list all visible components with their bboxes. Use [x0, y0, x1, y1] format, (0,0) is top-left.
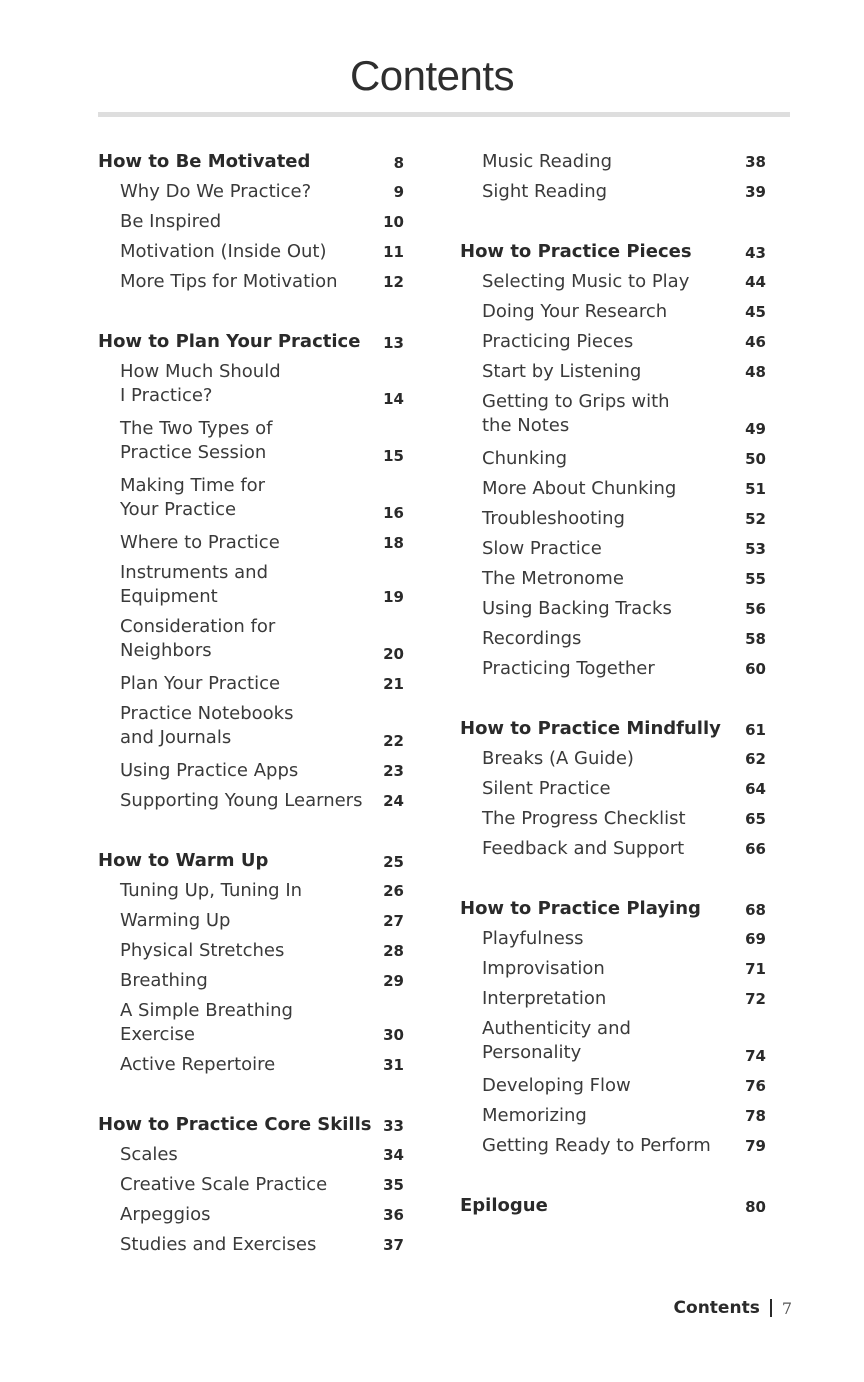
- toc-section-heading[interactable]: [460, 1191, 766, 1221]
- toc-page-number: 18: [383, 534, 404, 552]
- toc-entry-title: Practicing Pieces: [482, 331, 634, 352]
- toc-page-number: 78: [745, 1107, 766, 1125]
- toc-entry-title: Authenticity and Personality: [482, 1018, 631, 1063]
- toc-entry[interactable]: [98, 1200, 404, 1230]
- toc-section: [460, 147, 766, 207]
- toc-entry[interactable]: [460, 1071, 766, 1101]
- toc-entry-title: Creative Scale Practice: [120, 1174, 328, 1195]
- toc-page-number: 14: [383, 390, 404, 408]
- toc-entry[interactable]: [98, 699, 404, 756]
- toc-section-heading[interactable]: [460, 894, 766, 924]
- toc-page-number: 10: [383, 213, 404, 231]
- toc-page-number: 22: [383, 732, 404, 750]
- toc-page-number: 37: [383, 1236, 404, 1254]
- toc-entry-title: Chunking: [482, 448, 568, 469]
- toc-left-column: [98, 147, 404, 1260]
- toc-section-title: How to Practice Core Skills: [98, 1114, 372, 1135]
- toc-page-number: 45: [745, 303, 766, 321]
- toc-page-number: 39: [745, 183, 766, 201]
- toc-entry[interactable]: [460, 1101, 766, 1131]
- toc-page-number: 28: [383, 942, 404, 960]
- footer-divider: [770, 1299, 772, 1317]
- toc-entry-title: Where to Practice: [120, 532, 280, 553]
- toc-entry[interactable]: [98, 906, 404, 936]
- toc-entry[interactable]: [98, 786, 404, 816]
- toc-page-number: 23: [383, 762, 404, 780]
- toc-entry-title: Playfulness: [482, 928, 584, 949]
- toc-page-number: 64: [745, 780, 766, 798]
- toc-entry[interactable]: [98, 357, 404, 414]
- toc-entry-title: More About Chunking: [482, 478, 677, 499]
- toc-entry-title: Physical Stretches: [120, 940, 285, 961]
- toc-entry[interactable]: [460, 924, 766, 954]
- toc-page-number: 30: [383, 1026, 404, 1044]
- toc-section-heading[interactable]: [460, 714, 766, 744]
- toc-page-number: 25: [383, 853, 404, 871]
- toc-entry[interactable]: [460, 564, 766, 594]
- toc-page-number: 34: [383, 1146, 404, 1164]
- toc-section-title: How to Be Motivated: [98, 151, 311, 172]
- toc-page-number: 74: [745, 1047, 766, 1065]
- toc-entry-title: Getting Ready to Perform: [482, 1135, 711, 1156]
- toc-page-number: 52: [745, 510, 766, 528]
- toc-entry-title: Consideration for Neighbors: [120, 616, 276, 661]
- toc-section-title: How to Practice Playing: [460, 898, 701, 919]
- footer-label: Contents: [673, 1298, 760, 1318]
- toc-entry[interactable]: [98, 612, 404, 669]
- toc-section-title: How to Practice Pieces: [460, 241, 692, 262]
- toc-entry-title: Slow Practice: [482, 538, 602, 559]
- toc-entry-title: Practicing Together: [482, 658, 655, 679]
- toc-page-number: 11: [383, 243, 404, 261]
- toc-entry-title: Active Repertoire: [120, 1054, 276, 1075]
- toc-section: [98, 846, 404, 1080]
- toc-entry-title: Start by Listening: [482, 361, 642, 382]
- toc-entry-title: Sight Reading: [482, 181, 608, 202]
- toc-entry-title: How Much Should I Practice?: [120, 361, 281, 406]
- toc-entry-title: Silent Practice: [482, 778, 611, 799]
- toc-section: [98, 147, 404, 297]
- toc-entry-title: Instruments and Equipment: [120, 562, 268, 607]
- toc-entry-title: Breaks (A Guide): [482, 748, 634, 769]
- toc-entry[interactable]: [98, 1230, 404, 1260]
- toc-entry-title: Getting to Grips with the Notes: [482, 391, 670, 436]
- toc-entry[interactable]: [98, 966, 404, 996]
- toc-entry[interactable]: [460, 774, 766, 804]
- toc-entry-title: More Tips for Motivation: [120, 271, 338, 292]
- toc-entry[interactable]: [460, 297, 766, 327]
- toc-page-number: 33: [383, 1117, 404, 1135]
- toc-section: [460, 714, 766, 864]
- toc-entry[interactable]: [460, 654, 766, 684]
- toc-page-number: 9: [393, 183, 404, 201]
- toc-page-number: 79: [745, 1137, 766, 1155]
- toc-entry-title: Developing Flow: [482, 1075, 631, 1096]
- toc-entry-title: Interpretation: [482, 988, 607, 1009]
- toc-page-number: 50: [745, 450, 766, 468]
- toc-page-number: 56: [745, 600, 766, 618]
- toc-entry[interactable]: [98, 207, 404, 237]
- toc-entry[interactable]: [460, 594, 766, 624]
- toc-page-number: 80: [745, 1198, 766, 1216]
- toc-entry[interactable]: [460, 1131, 766, 1161]
- toc-entry-title: Memorizing: [482, 1105, 587, 1126]
- toc-page-number: 20: [383, 645, 404, 663]
- toc-entry[interactable]: [460, 267, 766, 297]
- toc-entry[interactable]: [460, 624, 766, 654]
- toc-section-title: How to Warm Up: [98, 850, 269, 871]
- toc-entry[interactable]: [460, 444, 766, 474]
- toc-entry-title: Using Practice Apps: [120, 760, 299, 781]
- toc-entry[interactable]: [460, 327, 766, 357]
- toc-entry-title: Practice Notebooks and Journals: [120, 703, 294, 748]
- toc-page-number: 24: [383, 792, 404, 810]
- toc-page-number: 69: [745, 930, 766, 948]
- footer-page-number: 7: [781, 1298, 792, 1318]
- toc-entry[interactable]: [98, 414, 404, 471]
- toc-section-title: How to Practice Mindfully: [460, 718, 721, 739]
- toc-page-number: 38: [745, 153, 766, 171]
- toc-page-number: 53: [745, 540, 766, 558]
- toc-page-number: 48: [745, 363, 766, 381]
- toc-page-number: 61: [745, 721, 766, 739]
- toc-page-number: 43: [745, 244, 766, 262]
- toc-page-number: 72: [745, 990, 766, 1008]
- toc-entry[interactable]: [460, 744, 766, 774]
- toc-page-number: 29: [383, 972, 404, 990]
- toc-entry[interactable]: [460, 534, 766, 564]
- toc-entry-title: A Simple Breathing Exercise: [120, 1000, 293, 1045]
- toc-entry[interactable]: [460, 954, 766, 984]
- toc-page-number: 66: [745, 840, 766, 858]
- toc-section: [460, 894, 766, 1161]
- toc-section: [98, 327, 404, 816]
- toc-page-number: 65: [745, 810, 766, 828]
- page-title: Contents: [349, 52, 515, 99]
- toc-page-number: 31: [383, 1056, 404, 1074]
- toc-entry-title: Troubleshooting: [482, 508, 625, 529]
- toc-section: [460, 1191, 766, 1221]
- toc-page-number: 51: [745, 480, 766, 498]
- toc-entry[interactable]: [98, 267, 404, 297]
- toc-page-number: 68: [745, 901, 766, 919]
- toc-page-number: 71: [745, 960, 766, 978]
- toc-entry-title: Selecting Music to Play: [482, 271, 690, 292]
- toc-entry-title: Plan Your Practice: [120, 673, 281, 694]
- toc-entry-title: Supporting Young Learners: [120, 790, 363, 811]
- toc-page-number: 55: [745, 570, 766, 588]
- toc-entry[interactable]: [460, 1014, 766, 1071]
- toc-page-number: 49: [745, 420, 766, 438]
- toc-page-number: 44: [745, 273, 766, 291]
- toc-entry[interactable]: [98, 756, 404, 786]
- toc-entry-title: Breathing: [120, 970, 208, 991]
- page-footer: [674, 1298, 792, 1318]
- toc-entry[interactable]: [98, 471, 404, 528]
- toc-entry-title: Tuning Up, Tuning In: [120, 880, 303, 901]
- toc-page-number: 35: [383, 1176, 404, 1194]
- toc-page-number: 15: [383, 447, 404, 465]
- toc-section-heading[interactable]: [98, 327, 404, 357]
- toc-entry-title: Recordings: [482, 628, 582, 649]
- toc-section-title: How to Plan Your Practice: [98, 331, 361, 352]
- toc-entry[interactable]: [460, 387, 766, 444]
- toc-entry[interactable]: [98, 996, 404, 1050]
- toc-section-heading[interactable]: [460, 237, 766, 267]
- toc-page-number: 27: [383, 912, 404, 930]
- toc-entry[interactable]: [98, 1050, 404, 1080]
- toc-entry[interactable]: [460, 177, 766, 207]
- toc-page-number: 76: [745, 1077, 766, 1095]
- toc-page-number: 21: [383, 675, 404, 693]
- toc-entry-title: Doing Your Research: [482, 301, 668, 322]
- toc-page-number: 46: [745, 333, 766, 351]
- toc-entry-title: The Two Types of Practice Session: [120, 418, 273, 463]
- toc-entry[interactable]: [98, 1140, 404, 1170]
- toc-entry[interactable]: [98, 669, 404, 699]
- toc-page-number: 16: [383, 504, 404, 522]
- title-rule: [98, 112, 790, 117]
- toc-entry[interactable]: [460, 504, 766, 534]
- toc-section-heading[interactable]: [98, 147, 404, 177]
- toc-right-column: [460, 147, 766, 1221]
- toc-entry[interactable]: [98, 177, 404, 207]
- toc-entry[interactable]: [460, 984, 766, 1014]
- toc-entry-title: Arpeggios: [120, 1204, 211, 1225]
- toc-section-heading[interactable]: [98, 1110, 404, 1140]
- toc-entry[interactable]: [460, 474, 766, 504]
- toc-entry[interactable]: [98, 237, 404, 267]
- toc-entry[interactable]: [460, 357, 766, 387]
- toc-entry[interactable]: [98, 876, 404, 906]
- toc-entry-title: Be Inspired: [120, 211, 222, 232]
- toc-section-title: Epilogue: [460, 1195, 548, 1216]
- toc-section: [98, 1110, 404, 1260]
- toc-page-number: 26: [383, 882, 404, 900]
- toc-page-number: 19: [383, 588, 404, 606]
- toc-page-number: 13: [383, 334, 404, 352]
- toc-entry[interactable]: [98, 528, 404, 558]
- toc-entry-title: The Progress Checklist: [482, 808, 686, 829]
- toc-entry[interactable]: [98, 1170, 404, 1200]
- toc-entry-title: Music Reading: [482, 151, 612, 172]
- toc-page-number: 60: [745, 660, 766, 678]
- toc-page-number: 8: [393, 154, 404, 172]
- toc-entry[interactable]: [460, 804, 766, 834]
- toc-entry[interactable]: [98, 558, 404, 612]
- toc-page-number: 58: [745, 630, 766, 648]
- toc-page-number: 12: [383, 273, 404, 291]
- toc-entry-title: Motivation (Inside Out): [120, 241, 327, 262]
- toc-entry[interactable]: [460, 834, 766, 864]
- toc-entry-title: Warming Up: [120, 910, 231, 931]
- toc-entry-title: Using Backing Tracks: [482, 598, 672, 619]
- toc-entry-title: Studies and Exercises: [120, 1234, 317, 1255]
- toc-entry[interactable]: [460, 147, 766, 177]
- toc-entry-title: The Metronome: [482, 568, 624, 589]
- toc-page-number: 36: [383, 1206, 404, 1224]
- toc-section: [460, 237, 766, 684]
- toc-entry[interactable]: [98, 936, 404, 966]
- toc-entry-title: Making Time for Your Practice: [120, 475, 266, 520]
- toc-entry-title: Improvisation: [482, 958, 605, 979]
- toc-entry-title: Scales: [120, 1144, 178, 1165]
- toc-page-number: 62: [745, 750, 766, 768]
- toc-section-heading[interactable]: [98, 846, 404, 876]
- toc-entry-title: Feedback and Support: [482, 838, 685, 859]
- toc-entry-title: Why Do We Practice?: [120, 181, 312, 202]
